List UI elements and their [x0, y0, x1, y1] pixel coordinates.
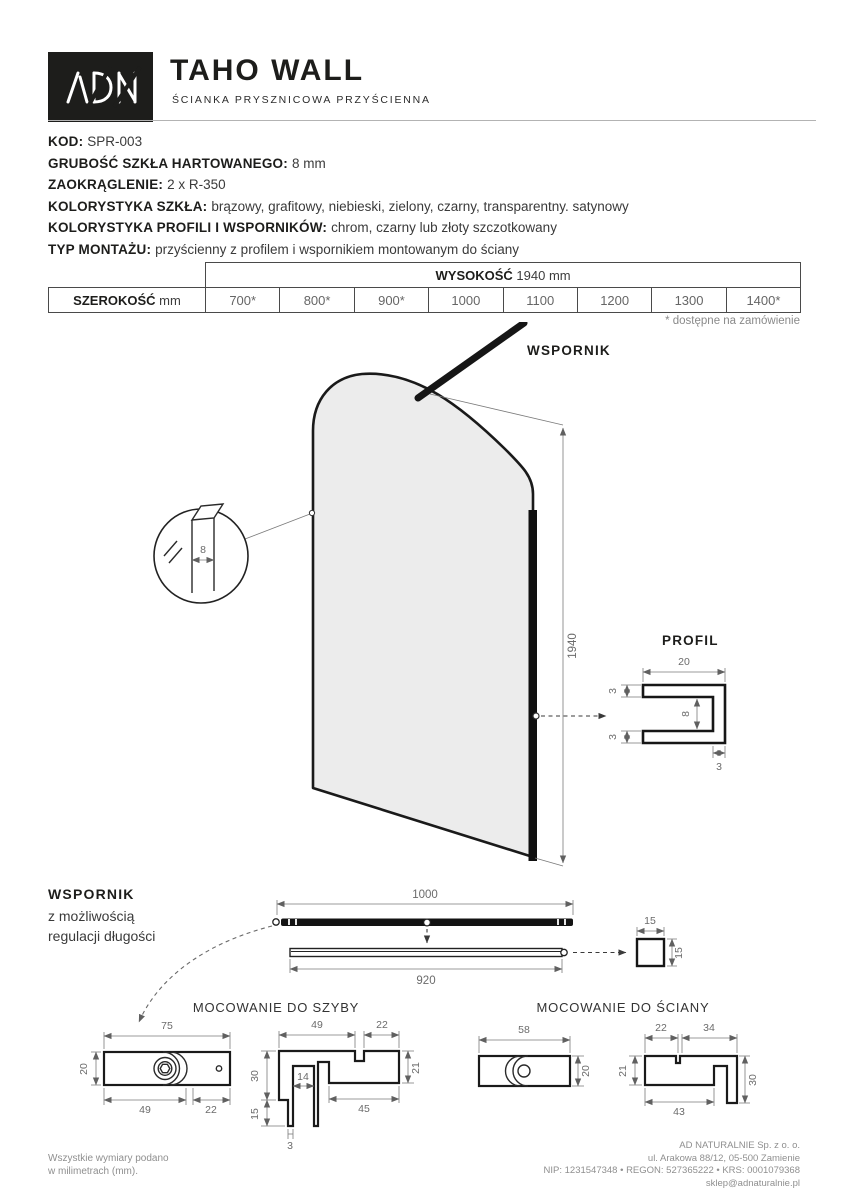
mounting-drawings: [0, 880, 849, 1155]
profil-dim-gap: 8: [680, 711, 692, 717]
glass-detail-circle: [154, 504, 315, 603]
support-bar-inner: [290, 949, 626, 988]
sciany-title: MOCOWANIE DO ŚCIANY: [536, 1000, 710, 1015]
header-divider: [48, 120, 816, 121]
szyby-front-view: [249, 1019, 422, 1152]
wall-profile-bar: [529, 510, 538, 861]
width-cell: 1200: [577, 288, 651, 313]
width-cell: 900*: [354, 288, 428, 313]
dim-3: 3: [287, 1140, 293, 1152]
product-specs: [48, 131, 629, 260]
width-cell: 1300: [652, 288, 726, 313]
profile-pointer: [533, 713, 606, 719]
szyby-title: MOCOWANIE DO SZYBY: [192, 1000, 360, 1015]
profil-dim-width: 20: [678, 656, 690, 668]
main-technical-drawing: [0, 322, 849, 880]
dim-30: 30: [249, 1070, 261, 1082]
sciany-front-view: [617, 1022, 759, 1118]
spec-row: TYP MONTAŻU: przyścienny z profilem i wspornikiem montowanym do ściany: [48, 241, 520, 257]
dim-49: 49: [139, 1104, 151, 1116]
support-bar-assembly: [273, 889, 573, 943]
company-email: sklep@adnaturalnie.pl: [705, 1177, 800, 1189]
bar-cross-section: [637, 915, 685, 966]
profil-dim-top: 3: [607, 688, 619, 694]
spec-row: ZAOKRĄGLENIE: 2 x R-350: [48, 177, 226, 192]
width-cell: 1000: [429, 288, 503, 313]
dim-58: 58: [518, 1024, 530, 1036]
profil-title: PROFIL: [662, 633, 719, 648]
bar-outer-dim: 1000: [412, 889, 438, 901]
dim-45: 45: [358, 1103, 370, 1115]
adn-logo-icon: [48, 52, 153, 122]
spec-row: KOLORYSTYKA SZKŁA: brązowy, grafitowy, niebieski, zielony, czarny, transparentny. satynowy: [48, 198, 629, 214]
dim-75: 75: [161, 1020, 173, 1032]
dim-20: 20: [78, 1063, 90, 1075]
dim-20: 20: [580, 1065, 592, 1077]
support-bar: [418, 323, 524, 398]
dim-22: 22: [205, 1104, 217, 1116]
adn-logo: [48, 52, 153, 122]
sciany-side-view: [479, 1024, 592, 1086]
glass-thickness-text: 8: [200, 544, 206, 556]
order-note: * dostępne na zamówienie: [665, 315, 800, 327]
footer-note: Wszystkie wymiary podano w milimetrach (mm).: [48, 1153, 169, 1177]
wspornik-section-heading: WSPORNIK z możliwością regulacji długości: [48, 886, 156, 944]
square-h-dim: 15: [673, 947, 685, 959]
wspornik-label: WSPORNIK: [527, 343, 611, 358]
spec-row: GRUBOŚĆ SZKŁA HARTOWANEGO: 8 mm: [48, 155, 326, 171]
width-header-cell: SZEROKOŚĆ mm: [49, 288, 206, 313]
table-corner-cell: [49, 263, 206, 288]
height-header-cell: WYSOKOŚĆ 1940 mm: [206, 263, 801, 288]
width-cell: 700*: [206, 288, 280, 313]
dim-30: 30: [747, 1074, 759, 1086]
dim-14: 14: [297, 1071, 309, 1083]
company-address: ul. Arakowa 88/12, 05-500 Zamienie: [647, 1152, 800, 1164]
profil-dim-wall: 3: [716, 761, 722, 773]
dim-49: 49: [311, 1019, 323, 1031]
page-subtitle: ŚCIANKA PRYSZNICOWA PRZYŚCIENNA: [172, 94, 431, 106]
dim-21: 21: [410, 1062, 422, 1074]
dim-15: 15: [249, 1108, 261, 1120]
dim-22: 22: [655, 1022, 667, 1034]
spec-row: KOLORYSTYKA PROFILI I WSPORNIKÓW: chrom, czarny lub złoty szczotkowany: [48, 220, 557, 235]
szyby-side-view: [78, 1020, 230, 1116]
profil-dim-bottom: 3: [607, 734, 619, 740]
dim-21: 21: [617, 1065, 629, 1077]
spec-row: KOD: SPR-003: [48, 134, 143, 149]
height-dim-text: 1940: [567, 633, 579, 659]
dim-34: 34: [703, 1022, 715, 1034]
width-cell: 800*: [280, 288, 354, 313]
company-name: AD NATURALNIE Sp. z o. o.: [679, 1140, 800, 1151]
profil-detail: [607, 633, 725, 773]
glass-panel: [313, 374, 533, 857]
company-registry: NIP: 1231547348 • REGON: 527365222 • KRS: 0001079368: [543, 1165, 800, 1176]
page-title: TAHO WALL: [170, 54, 365, 87]
dim-22: 22: [376, 1019, 388, 1031]
width-cell: 1100: [503, 288, 577, 313]
bar-inner-dim: 920: [416, 975, 436, 987]
size-table: [48, 262, 801, 313]
width-cell: 1400*: [726, 288, 800, 313]
square-w-dim: 15: [644, 915, 656, 927]
footer-company-info: [544, 1140, 800, 1190]
dim-43: 43: [673, 1106, 685, 1118]
